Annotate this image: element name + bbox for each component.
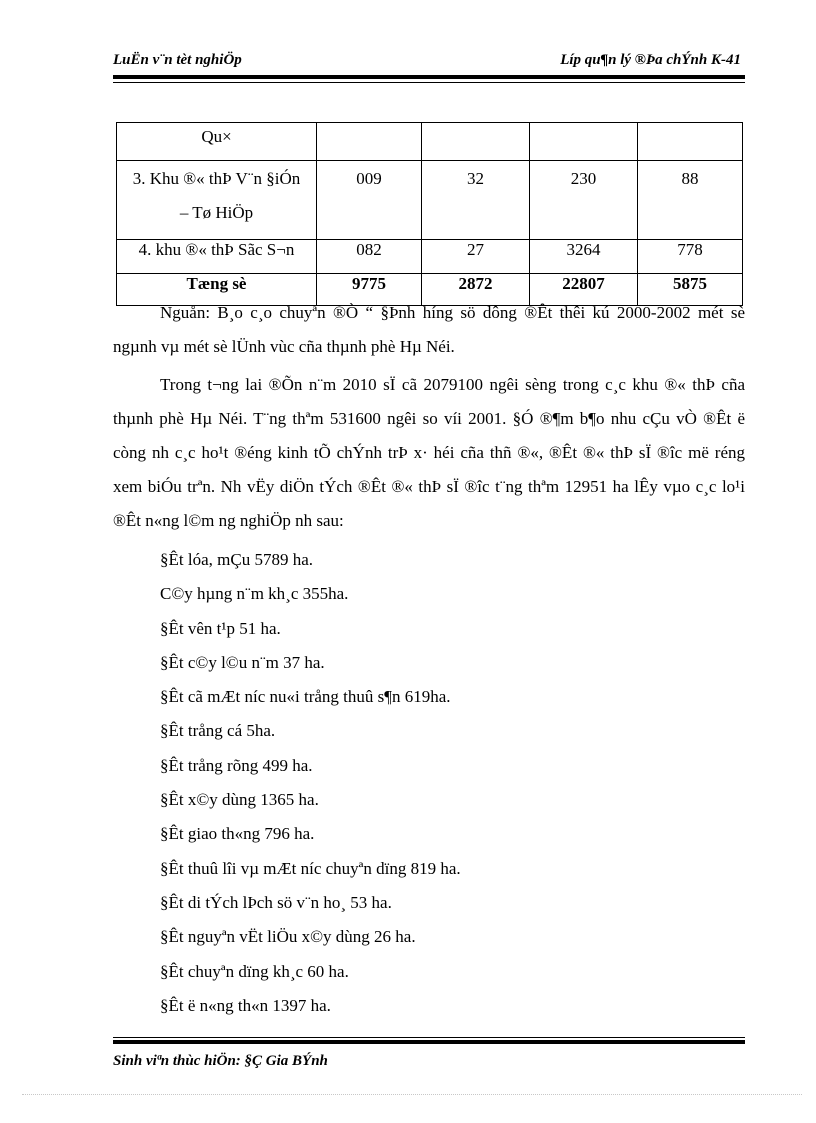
table-cell-name [117,161,317,240]
table-cell: 88 [638,161,743,240]
table-cell-name: 4. khu ®« thÞ Sãc S¬n [117,240,317,274]
table-cell: 27 [422,240,530,274]
header-rule-thick [113,75,745,79]
list-item: §Êt di tÝch lÞch sö v¨n ho¸ 53 ha. [160,892,392,912]
table-cell-name: Qu× [117,123,317,161]
table-cell [638,123,743,161]
list-item: §Êt thuû lîi vµ mÆt níc chuyªn dïng 819 ha. [160,858,461,878]
list-item: §Êt nguyªn vËt liÖu x©y dùng 26 ha. [160,927,416,947]
list-item: C©y hµng n¨m kh¸c 355ha. [160,584,349,604]
table-cell: 230 [530,161,638,240]
source-paragraph: Nguån: B¸o c¸o chuyªn ®Ò “ §Þnh híng sö dông ®Êt thêi kú 2000-2002 mét sè ngµnh vµ mét sè lÜnh vùc cña thµnh phè Hµ Néi. [113,303,745,356]
list-item: §Êt cã mÆt níc nu«i trång thuû s¶n 619ha. [160,687,451,707]
body-paragraph: Trong t¬ng lai ®Õn n¨m 2010 sÏ cã 2079100 ngêi sèng trong c¸c khu ®« thÞ cña thµnh phè Hµ Néi. T¨ng thªm 531600 ngêi so víi 2001. §Ó ®¶m b¶o nhu cÇu vÒ ®Êt ë còng nh c¸c ho¹t ®éng kinh tÕ chÝnh trÞ x· héi cña thñ ®«, ®Êt ®« thÞ sÏ ®îc më réng xem biÓu trªn. Nh vËy diÖn tÝch ®Êt ®« thÞ sÏ ®îc t¨ng thªm 12951 ha lÊy vµo c¸c lo¹i ®Êt n«ng l©m ng nghiÖp nh sau: [113,375,745,530]
table-cell-name-line2: – Tø HiÖp [179,203,254,222]
header-left: LuËn v¨n tèt nghiÖp [113,52,242,68]
list-item: §Êt trång rõng 499 ha. [160,755,313,775]
table-cell: 082 [317,240,422,274]
list-item: §Êt vên t¹p 51 ha. [160,618,281,638]
footer-text: Sinh viªn thùc hiÖn: §Ç Gia BÝnh [113,1053,328,1069]
land-use-table [116,122,743,306]
table-cell-name-line1: 3. Khu ®« thÞ V¨n §iÓn [132,169,301,188]
table-cell-name: Tæng sè [117,274,317,306]
table-cell: 009 [317,161,422,240]
footer-rule-thin [113,1037,745,1038]
list-item: §Êt ë n«ng th«n 1397 ha. [160,995,331,1015]
list-item: §Êt giao th«ng 796 ha. [160,824,315,844]
list-item: §Êt lóa, mÇu 5789 ha. [160,550,313,569]
table-cell [530,123,638,161]
table-cell [422,123,530,161]
table-cell [317,123,422,161]
table-row [117,123,743,161]
table-cell: 778 [638,240,743,274]
list-item: §Êt trång cá 5ha. [160,721,276,741]
table-row [117,240,743,274]
list-item: §Êt c©y l©u n¨m 37 ha. [160,652,325,672]
table-cell: 22807 [530,274,638,306]
header-rule-thin [113,82,745,83]
page-edge-dotted-line [22,1094,802,1095]
table-cell: 3264 [530,240,638,274]
list-item: §Êt x©y dùng 1365 ha. [160,790,319,810]
land-list [160,543,461,1023]
table-row [117,161,743,240]
table-cell: 5875 [638,274,743,306]
table-cell: 9775 [317,274,422,306]
table-cell: 2872 [422,274,530,306]
list-item: §Êt chuyªn dïng kh¸c 60 ha. [160,961,349,981]
header-right: Líp qu¶n lý ®Þa chÝnh K-41 [560,52,741,68]
table-cell: 32 [422,161,530,240]
footer-rule-thick [113,1040,745,1044]
